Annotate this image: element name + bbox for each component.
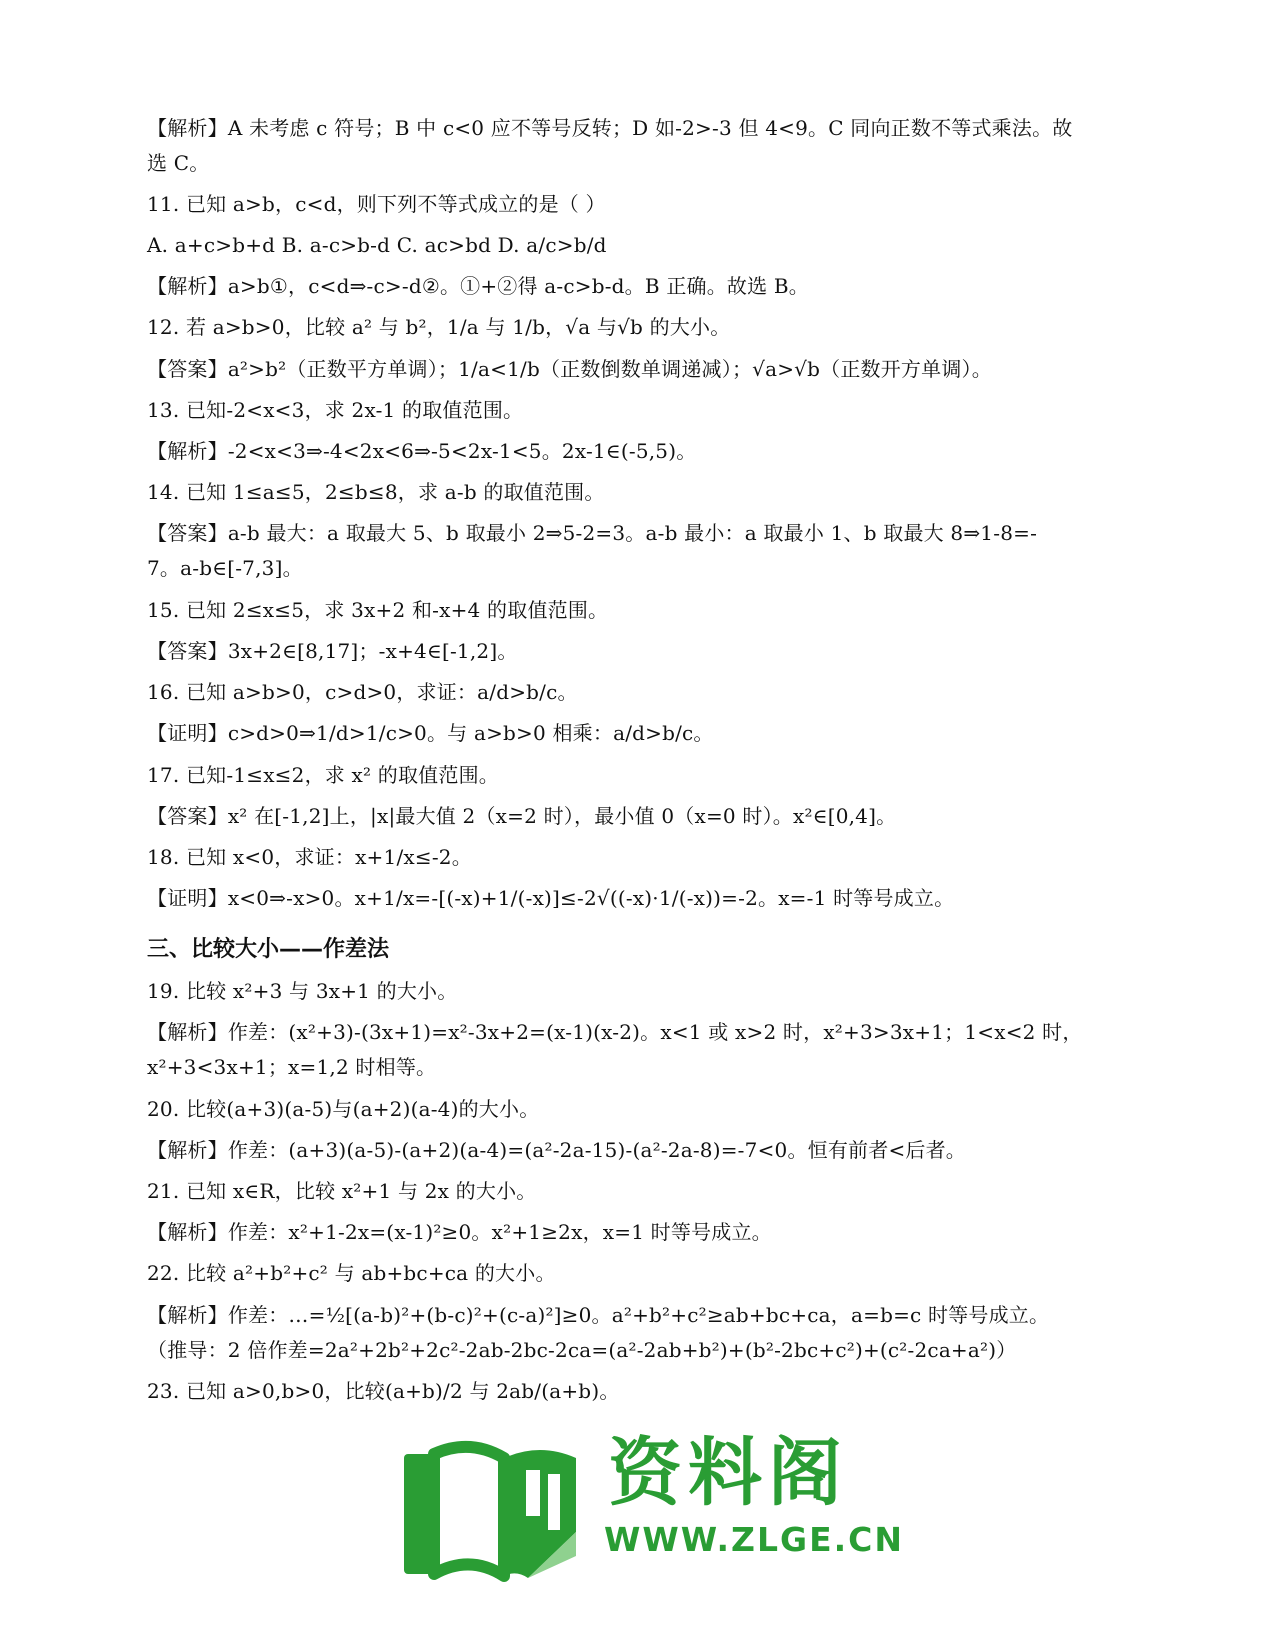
label-tag: 【证明】 bbox=[147, 886, 228, 910]
text-line: 7。a-b∈[-7,3]。 bbox=[147, 556, 303, 580]
analysis-line: 【解析】A 未考虑 c 符号；B 中 c<0 应不等号反转；D 如-2>-3 但 4<9。C 同向正数不等式乘法。故 bbox=[147, 116, 1073, 140]
question-22: 22. 比较 a²+b²+c² 与 ab+bc+ca 的大小。 bbox=[147, 1261, 556, 1285]
question-12: 12. 若 a>b>0，比较 a² 与 b²，1/a 与 1/b，√a 与√b 的大小。 bbox=[147, 315, 731, 339]
analysis-line: 【解析】作差：…=½[(a-b)²+(b-c)²+(c-a)²]≥0。a²+b²+c²≥ab+bc+ca，a=b=c 时等号成立。 bbox=[147, 1303, 1050, 1327]
options-line: A. a+c>b+d B. a-c>b-d C. ac>bd D. a/c>b/d bbox=[147, 233, 607, 257]
label-tag: 【解析】 bbox=[147, 1020, 228, 1044]
watermark bbox=[400, 1428, 905, 1588]
answer-line: 【答案】a²>b²（正数平方单调）；1/a<1/b（正数倒数单调递减）；√a>√b（正数开方单调）。 bbox=[147, 357, 992, 381]
question-15: 15. 已知 2≤x≤5，求 3x+2 和-x+4 的取值范围。 bbox=[147, 598, 609, 622]
answer-line: 【答案】a-b 最大：a 取最大 5、b 取最小 2⇒5-2=3。a-b 最小：a 取最小 1、b 取最大 8⇒1-8=- bbox=[147, 521, 1038, 545]
label-tag: 【答案】 bbox=[147, 639, 228, 663]
label-tag: 【解析】 bbox=[147, 1220, 228, 1244]
answer-line: 【答案】3x+2∈[8,17]；-x+4∈[-1,2]。 bbox=[147, 639, 518, 663]
proof-line: 【证明】c>d>0⇒1/d>1/c>0。与 a>b>0 相乘：a/d>b/c。 bbox=[147, 721, 714, 745]
question-16: 16. 已知 a>b>0，c>d>0，求证：a/d>b/c。 bbox=[147, 680, 578, 704]
question-23: 23. 已知 a>0,b>0，比较(a+b)/2 与 2ab/(a+b)。 bbox=[147, 1379, 620, 1403]
analysis-line: 【解析】-2<x<3⇒-4<2x<6⇒-5<2x-1<5。2x-1∈(-5,5)。 bbox=[147, 439, 697, 463]
label-tag: 【解析】 bbox=[147, 1138, 228, 1162]
analysis-line: 【解析】作差：(a+3)(a-5)-(a+2)(a-4)=(a²-2a-15)-(a²-2a-8)=-7<0。恒有前者<后者。 bbox=[147, 1138, 967, 1162]
analysis-line: 【解析】作差：(x²+3)-(3x+1)=x²-3x+2=(x-1)(x-2)。x<1 或 x>2 时，x²+3>3x+1；1<x<2 时， bbox=[147, 1020, 1083, 1044]
question-20: 20. 比较(a+3)(a-5)与(a+2)(a-4)的大小。 bbox=[147, 1097, 540, 1121]
question-11: 11. 已知 a>b，c<d，则下列不等式成立的是（ ） bbox=[147, 192, 606, 216]
proof-line: 【证明】x<0⇒-x>0。x+1/x=-[(-x)+1/(-x)]≤-2√((-x)·1/(-x))=-2。x=-1 时等号成立。 bbox=[147, 886, 955, 910]
analysis-line: 【解析】a>b①，c<d⇒-c>-d②。①+②得 a-c>b-d。B 正确。故选 B。 bbox=[147, 274, 809, 298]
book-logo-icon bbox=[400, 1428, 600, 1588]
text-line: 选 C。 bbox=[147, 151, 210, 175]
watermark-url: WWW.ZLGE.CN bbox=[604, 1520, 905, 1559]
label-tag: 【证明】 bbox=[147, 721, 228, 745]
answer-line: 【答案】x² 在[-1,2]上，|x|最大值 2（x=2 时），最小值 0（x=0 时）。x²∈[0,4]。 bbox=[147, 804, 897, 828]
label-tag: 【解析】 bbox=[147, 1303, 228, 1327]
question-18: 18. 已知 x<0，求证：x+1/x≤-2。 bbox=[147, 845, 472, 869]
text-line: （推导：2 倍作差=2a²+2b²+2c²-2ab-2bc-2ca=(a²-2ab+b²)+(b²-2bc+c²)+(c²-2ca+a²)） bbox=[147, 1338, 1017, 1362]
label-tag: 【答案】 bbox=[147, 804, 228, 828]
label-tag: 【解析】 bbox=[147, 116, 228, 140]
question-19: 19. 比较 x²+3 与 3x+1 的大小。 bbox=[147, 979, 458, 1003]
label-tag: 【答案】 bbox=[147, 357, 228, 381]
question-13: 13. 已知-2<x<3，求 2x-1 的取值范围。 bbox=[147, 398, 524, 422]
label-tag: 【解析】 bbox=[147, 439, 228, 463]
section-heading: 三、比较大小——作差法 bbox=[147, 937, 390, 962]
analysis-line: 【解析】作差：x²+1-2x=(x-1)²≥0。x²+1≥2x，x=1 时等号成立。 bbox=[147, 1220, 772, 1244]
label-tag: 【解析】 bbox=[147, 274, 228, 298]
question-17: 17. 已知-1≤x≤2，求 x² 的取值范围。 bbox=[147, 763, 499, 787]
label-tag: 【答案】 bbox=[147, 521, 228, 545]
watermark-name: 资料阁 bbox=[608, 1430, 848, 1516]
question-21: 21. 已知 x∈R，比较 x²+1 与 2x 的大小。 bbox=[147, 1179, 537, 1203]
question-14: 14. 已知 1≤a≤5，2≤b≤8，求 a-b 的取值范围。 bbox=[147, 480, 605, 504]
text-line: x²+3<3x+1；x=1,2 时相等。 bbox=[147, 1055, 437, 1079]
